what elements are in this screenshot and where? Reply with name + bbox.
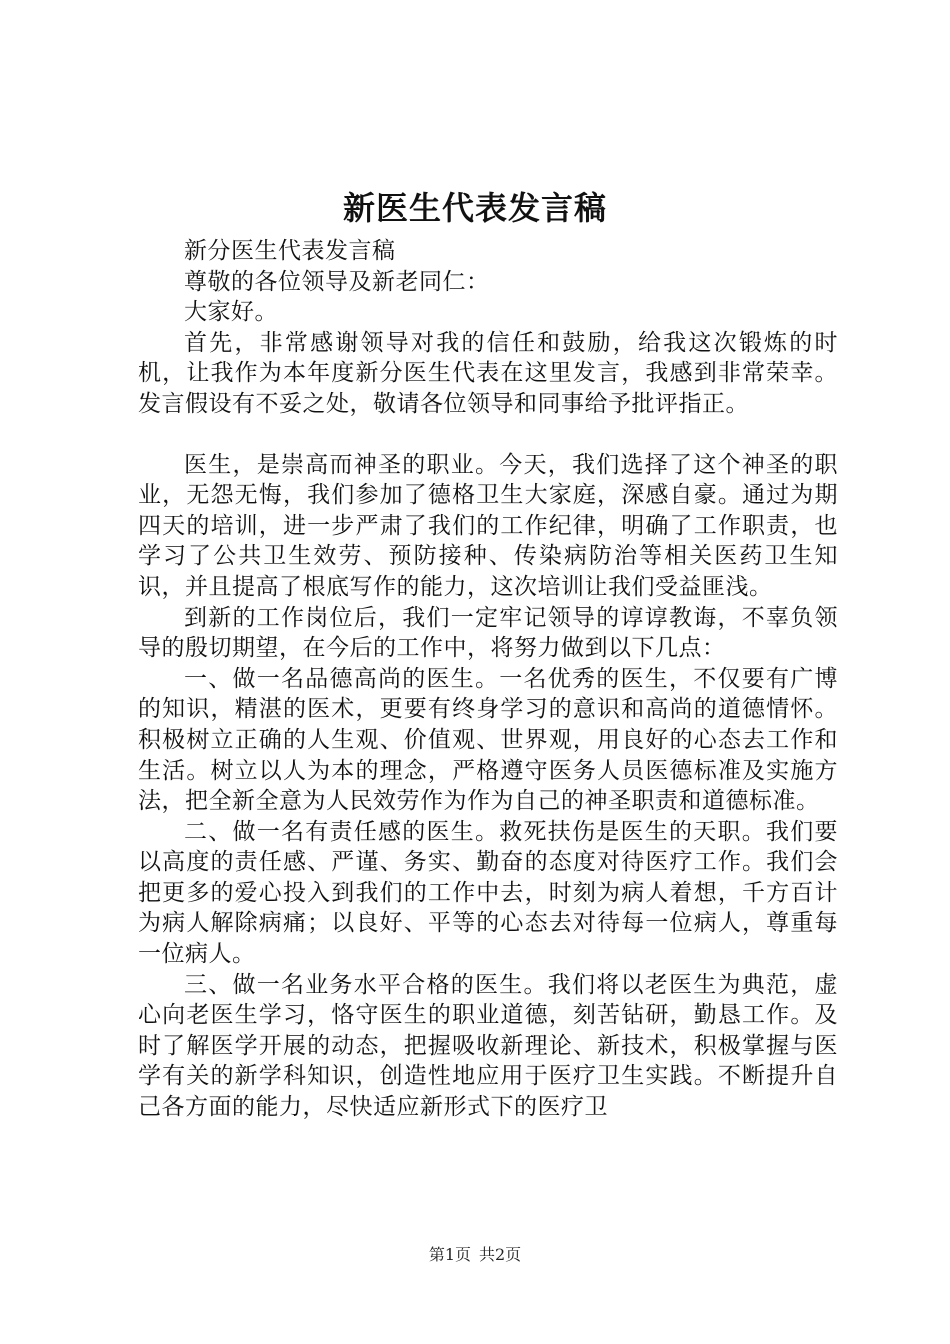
page-footer bbox=[0, 1244, 950, 1266]
document-body bbox=[138, 236, 838, 1123]
paragraph-opening: 首先，非常感谢领导对我的信任和鼓励，给我这次锻炼的时机，让我作为本年度新分医生代表在这里发言，我感到非常荣幸。发言假设有不妥之处，敬请各位领导和同事给予批评指正。 bbox=[138, 329, 838, 417]
paragraph-point-one: 一、做一名品德高尚的医生。一名优秀的医生，不仅要有广博的知识，精湛的医术，更要有终身学习的意识和高尚的道德情怀。积极树立正确的人生观、价值观、世界观，用良好的心态去工作和生活。树立以人为本的理念，严格遵守医务人员医德标准及实施方法，把全新全意为人民效劳作为作为自己的神圣职责和道德标准。 bbox=[138, 665, 838, 815]
paragraph-subtitle: 新分医生代表发言稿 bbox=[184, 238, 396, 264]
paragraph-salutation: 尊敬的各位领导及新老同仁： bbox=[184, 268, 490, 295]
page-total: 共2页 bbox=[479, 1245, 522, 1264]
paragraph-point-three: 三、做一名业务水平合格的医生。我们将以老医生为典范，虚心向老医生学习，恪守医生的职业道德，刻苦钻研，勤恳工作。及时了解医学开展的动态，把握吸收新理论、新技术，积极掌握与医学有关的新学科知识，创造性地应用于医疗卫生实践。不断提升自己各方面的能力，尽快适应新形式下的医疗卫 bbox=[138, 971, 838, 1121]
page-title: 新医生代表发言稿 bbox=[342, 189, 607, 227]
paragraph-commitment: 到新的工作岗位后，我们一定牢记领导的谆谆教诲，不辜负领导的殷切期望，在今后的工作中，将努力做到以下几点： bbox=[138, 604, 838, 662]
paragraph-greeting: 大家好。 bbox=[184, 299, 278, 326]
paragraph-point-two: 二、做一名有责任感的医生。救死扶伤是医生的天职。我们要以高度的责任感、严谨、务实、勤奋的态度对待医疗工作。我们会把更多的爱心投入到我们的工作中去，时刻为病人着想，千方百计为病人解除病痛；以良好、平等的心态去对待每一位病人，尊重每一位病人。 bbox=[138, 818, 838, 968]
page-number: 第1页 bbox=[428, 1245, 471, 1264]
paragraph-profession: 医生，是崇高而神圣的职业。今天，我们选择了这个神圣的职业，无怨无悔，我们参加了德格卫生大家庭，深感自豪。通过为期四天的培训，进一步严肃了我们的工作纪律，明确了工作职责，也学习了公共卫生效劳、预防接种、传染病防治等相关医药卫生知识，并且提高了根底写作的能力，这次培训让我们受益匪浅。 bbox=[138, 451, 838, 600]
